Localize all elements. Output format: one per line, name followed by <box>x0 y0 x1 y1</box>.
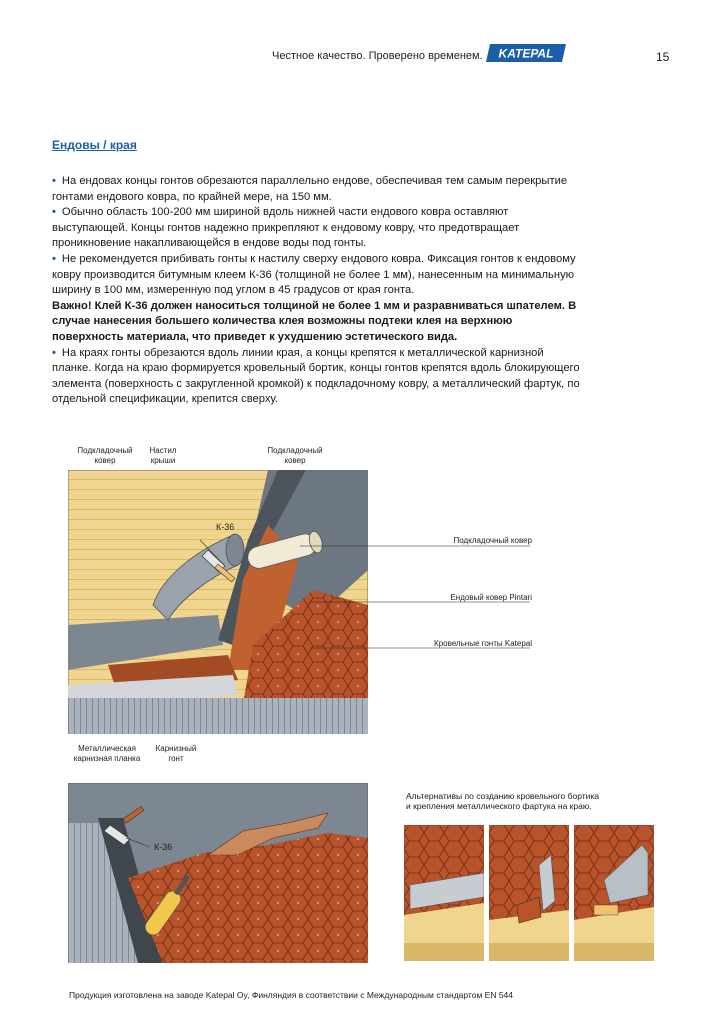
alternative-3 <box>574 825 654 961</box>
page-number: 15 <box>656 50 670 64</box>
important-note: Важно! Клей К-36 должен наноситься толщиной не более 1 мм и разравниваться шпателем. В случае нанесения большего количества клея возможны подтеки клея на верхнюю поверхность материала, что приведет к ухудшению эстетического вида. <box>52 299 577 343</box>
paragraph-1: • На ендовах концы гонтов обрезаются параллельно ендове, обеспечивая тем самым перекрытие гонтами ендового ковра, по крайней мере, на 150 мм. <box>52 175 568 203</box>
glue-label-2: К-36 <box>154 842 173 852</box>
paragraph-3: • Не рекомендуется прибивать гонты к настилу сверху ендового ковра. Фиксация гонтов к ендовому ковру производится битумным клеем К-36 (толщиной не более 1 мм), нанесенным на минимальную ширину в 100 мм, измеренную под углом в 45 градусов от края гонта. <box>52 252 576 297</box>
callout-underlay: Подкладочный ковер <box>453 536 532 545</box>
logo-text: KATEPAL <box>498 46 554 61</box>
bullet-icon: • <box>52 346 56 359</box>
bullet-icon: • <box>52 175 56 187</box>
glue-label: К-36 <box>216 522 235 532</box>
section-title: Ендовы / края <box>52 138 137 152</box>
alternative-2 <box>489 825 569 961</box>
bullet-icon: • <box>52 206 56 219</box>
katepal-logo <box>486 44 566 62</box>
callout-valley: Ендовый ковер Pintari <box>450 593 532 602</box>
label-eave-strip: Металлическая карнизная планка <box>73 744 141 763</box>
header-tagline: Честное качество. Проверено временем. <box>272 50 483 62</box>
wall-cladding <box>68 698 368 734</box>
bullet-icon: • <box>52 252 56 265</box>
body-text <box>52 174 584 408</box>
paragraph-2: • Обычно область 100-200 мм шириной вдоль нижней части ендового ковра оставляют выступающей. Концы гонтов надежно прикрепляют к ендовому ковру, что предотвращает проникновение накапливающейся в ендове воды под гонты. <box>52 206 520 250</box>
label-decking: Настил крыши <box>149 446 177 465</box>
label-eave-shingle: Карнизный гонт <box>155 744 197 763</box>
label-underlay-right: Подкладочный ковер <box>267 446 323 465</box>
edge-illustration <box>68 783 368 963</box>
paragraph-5: • На краях гонты обрезаются вдоль линии края, а концы крепятся к металлической карнизной планке. Когда на краю формируется кровельный бортик, концы гонтов крепятся вдоль блокирующего элемента (поверхность с закругленной кромкой) к подкладочному ковру, а металлический фартук, по отдельной спецификации, крепится сверху. <box>52 346 580 406</box>
callout-shingles: Кровельные гонты Katepal <box>434 639 532 648</box>
alternative-1 <box>404 825 484 961</box>
footer-text: Продукция изготовлена на заводе Katepal Oy, Финляндия в соответствии с Международным стандартом EN 544 <box>69 990 514 1000</box>
alternatives-caption: Альтернативы по созданию кровельного бортика и крепления металлического фартука на краю. <box>406 791 600 811</box>
label-underlay-left: Подкладочный ковер <box>77 446 133 465</box>
